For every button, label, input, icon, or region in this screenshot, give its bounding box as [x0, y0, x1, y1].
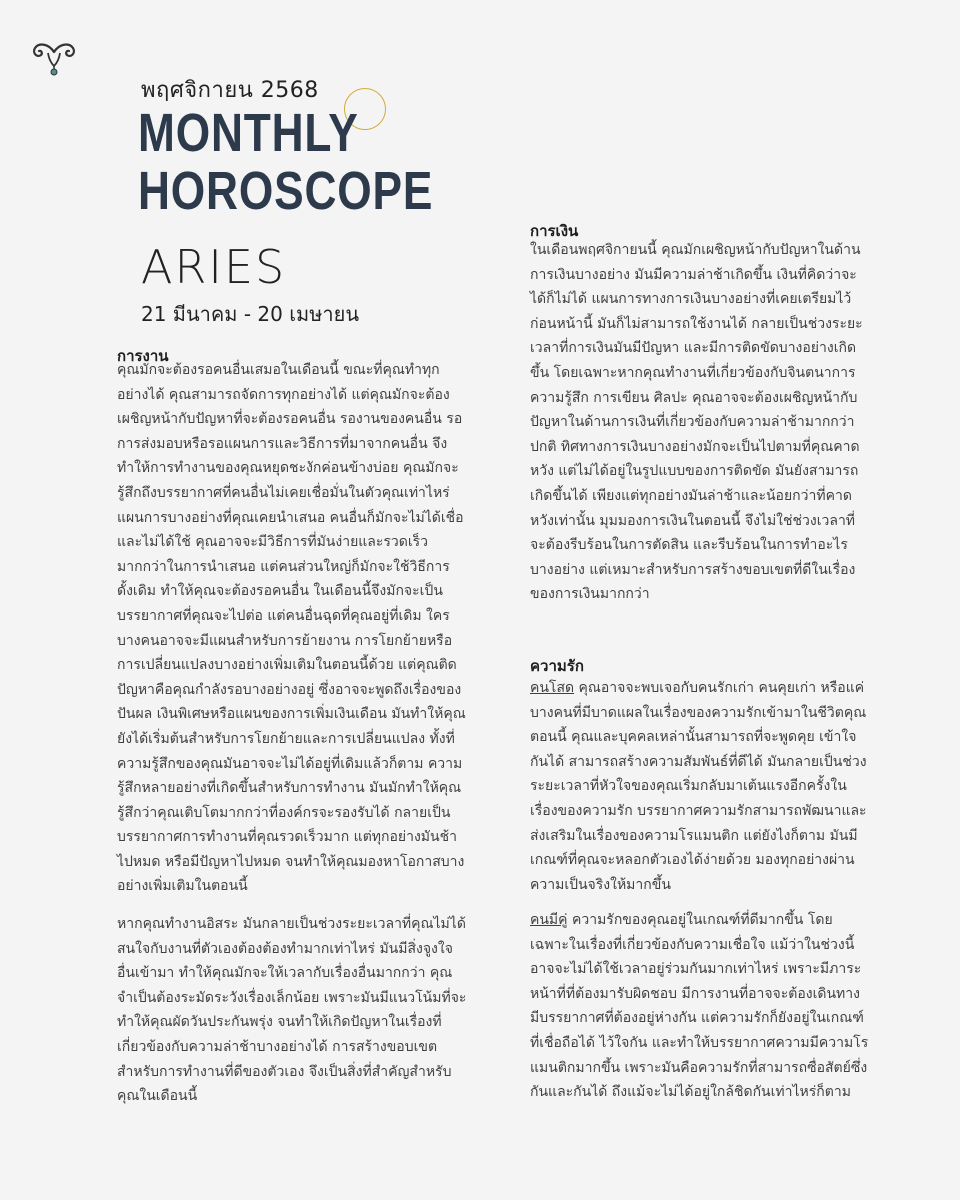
love-single-paragraph	[530, 676, 870, 897]
work-paragraph-2: หากคุณทำงานอิสระ มันกลายเป็นช่วงระยะเวลาที่คุณไม่ได้สนใจกับงานที่ตัวเองต้องต้องทำมากเท่าไหร่ มันมีสิ่งจูงใจอื่นเข้ามา ทำให้คุณมักจะให้เวลากับเรื่องอื่นมากกว่า คุณจำเป็นต้องระมัดระวังเรื่องเล็กน้อย เพราะมันมีแนวโน้มที่จะทำให้คุณผัดวันประกันพรุ่ง จนทำให้เกิดปัญหาในเรื่องที่เกี่ยวข้องกับความล่าช้าบางอย่างได้ การสร้างขอบเขตสำหรับการทำงานที่ดีของตัวเอง จึงเป็นสิ่งที่สำคัญสำหรับคุณในเดือนนี้	[117, 916, 467, 1105]
date-range: 21 มีนาคม - 20 เมษายน	[141, 302, 360, 326]
title-line-1: MONTHLY	[138, 103, 359, 163]
month-year: พฤศจิกายน 2568	[141, 78, 319, 103]
page-title	[138, 104, 433, 220]
single-label: คนโสด	[530, 680, 575, 696]
love-heading: ความรัก	[530, 657, 584, 675]
work-heading: การงาน	[117, 347, 169, 365]
work-paragraph-1: คุณมักจะต้องรอคนอื่นเสมอในเดือนนี้ ขณะที่คุณทำทุกอย่างได้ คุณสามารถจัดการทุกอย่างได้ แต่คุณมักจะต้องเผชิญหน้ากับปัญหาที่จะต้องรอคนอื่น รองานของคนอื่น รอการส่งมอบหรือรอแผนการและวิธีการที่มาจากคนอื่น จึงทำให้การทำงานของคุณหยุดชะงักค่อนข้างบ่อย คุณมักจะรู้สึกถึงบรรยากาศที่คนอื่นไม่เคยเชื่อมั่นในตัวคุณเท่าไหร่ แผนการบางอย่างที่คุณเคยนำเสนอ คนอื่นก็มักจะไม่ได้เชื่อและไม่ได้ใช้ คุณอาจจะมีวิธีการที่มันง่ายและรวดเร็วมากกว่าในการนำเสนอ แต่คนส่วนใหญ่ก็มักจะใช้วิธีการดั้งเดิม ทำให้คุณจะต้องรอคนอื่น ในเดือนนี้จึงมักจะเป็นบรรยากาศที่คุณจะไปต่อ แต่คนอื่นฉุดที่คุณอยู่ที่เดิม ใครบางคนอาจจะมีแผนสำหรับการย้ายงาน การโยกย้ายหรือการเปลี่ยนแปลงบางอย่างเพิ่มเติมในตอนนี้ด้วย แต่คุณติดปัญหาคือคุณกำลังรอบางอย่างอยู่ ซึ่งอาจจะพูดถึงเรื่องของปันผล เงินพิเศษหรือแผนของการเพิ่มเงินเดือน มันทำให้คุณยังได้เริ่มต้นสำหรับการโยกย้ายและการเปลี่ยนแปลง ทั้งที่ความรู้สึกของคุณมันอาจจะไม่ได้อยู่ที่เดิมแล้วก็ตาม ความรู้สึกหลายอย่างที่เกิดขึ้นสำหรับการทำงาน มันมักทำให้คุณรู้สึกว่าคุณเติบโตมากกว่าที่องค์กรจะรองรับได้ กลายเป็นบรรยากาศการทำงานที่คุณรวดเร็วมาก แต่ทุกอย่างมันช้าไปหมด หรือมีปัญหาไปหมด จนทำให้คุณมองหาโอกาสบางอย่างเพิ่มเติมในตอนนี้	[117, 362, 466, 895]
title-line-2: HOROSCOPE	[138, 161, 434, 221]
ram-horns-icon	[30, 38, 78, 78]
love-couple-paragraph	[530, 908, 870, 1105]
money-paragraph: ในเดือนพฤศจิกายนนี้ คุณมักเผชิญหน้ากับปัญหาในด้านการเงินบางอย่าง มันมีความล่าช้าเกิดขึ้น เงินที่คิดว่าจะได้ก็ไม่ได้ แผนการทางการเงินบางอย่างที่เคยเตรียมไว้ก่อนหน้านี้ มันก็ไม่สามารถใช้งานได้ กลายเป็นช่วงระยะเวลาที่การเงินมันมีปัญหา และมีการติดขัดบางอย่างเกิดขึ้น โดยเฉพาะหากคุณทำงานที่เกี่ยวข้องกับจินตนาการ ความรู้สึก การเขียน ศิลปะ คุณอาจจะต้องเผชิญหน้ากับปัญหาในด้านการเงินที่เกี่ยวข้องกับความล่าช้ามากกว่าปกติ ทิศทางการเงินบางอย่างมักจะเป็นไปตามที่คุณคาดหวัง แต่ไม่ได้อยู่ในรูปแบบของการติดขัด มันยังสามารถเกิดขึ้นได้ เพียงแต่ทุกอย่างมันล่าช้าและน้อยกว่าที่คาดหวังเท่านั้น มุมมองการเงินในตอนนี้ จึงไม่ใช่ช่วงเวลาที่จะต้องรีบร้อนในการตัดสิน และรีบร้อนในการทำอะไรบางอย่าง แต่เหมาะสำหรับการสร้างขอบเขตที่ดีในเรื่องของการเงินมากกว่า	[530, 242, 863, 603]
single-text: คุณอาจจะพบเจอกับคนรักเก่า คนคุยเก่า หรือแค่บางคนที่มีบาดแผลในเรื่องของความรักเข้ามาในชีวิตคุณตอนนี้ คุณและบุคคลเหล่านั้นสามารถที่จะพูดคุย เข้าใจกันได้ สามารถสร้างความสัมพันธ์ที่ดีได้ มันกลายเป็นช่วงระยะเวลาที่หัวใจของคุณเริ่มกลับมาเต้นแรงอีกครั้งในเรื่องของความรัก บรรยากาศความรักสามารถพัฒนาและส่งเสริมในเรื่องของความโรแมนติก แต่ยังไงก็ตาม มันมีเกณฑ์ที่คุณจะหลอกตัวเองได้ง่ายด้วย มองทุกอย่างผ่านความเป็นจริงให้มากขึ้น	[530, 680, 867, 893]
couple-text: ความรักของคุณอยู่ในเกณฑ์ที่ดีมากขึ้น โดยเฉพาะในเรื่องที่เกี่ยวข้องกับความเชื่อใจ แม้ว่าในช่วงนี้อาจจะไม่ได้ใช้เวลาอยู่ร่วมกันมากเท่าไหร่ เพราะมีภาระหน้าที่ที่ต้องมารับผิดชอบ มีการงานที่อาจจะต้องเดินทาง มีบรรยากาศที่ต้องอยู่ห่างกัน แต่ความรักก็ยังอยู่ในเกณฑ์ที่เชื่อถือได้ ไว้ใจกัน และทำให้บรรยากาศความมีความโรแมนติกมากขึ้น เพราะมันคือความรักที่สามารถซื่อสัตย์ซึ่งกันและกันได้ ถึงแม้จะไม่ได้อยู่ใกล้ชิดกันเท่าไหร่ก็ตาม	[530, 912, 869, 1101]
couple-label: คนมีคู่	[530, 912, 568, 928]
zodiac-sign: ARIES	[141, 240, 287, 294]
money-heading: การเงิน	[530, 222, 579, 240]
